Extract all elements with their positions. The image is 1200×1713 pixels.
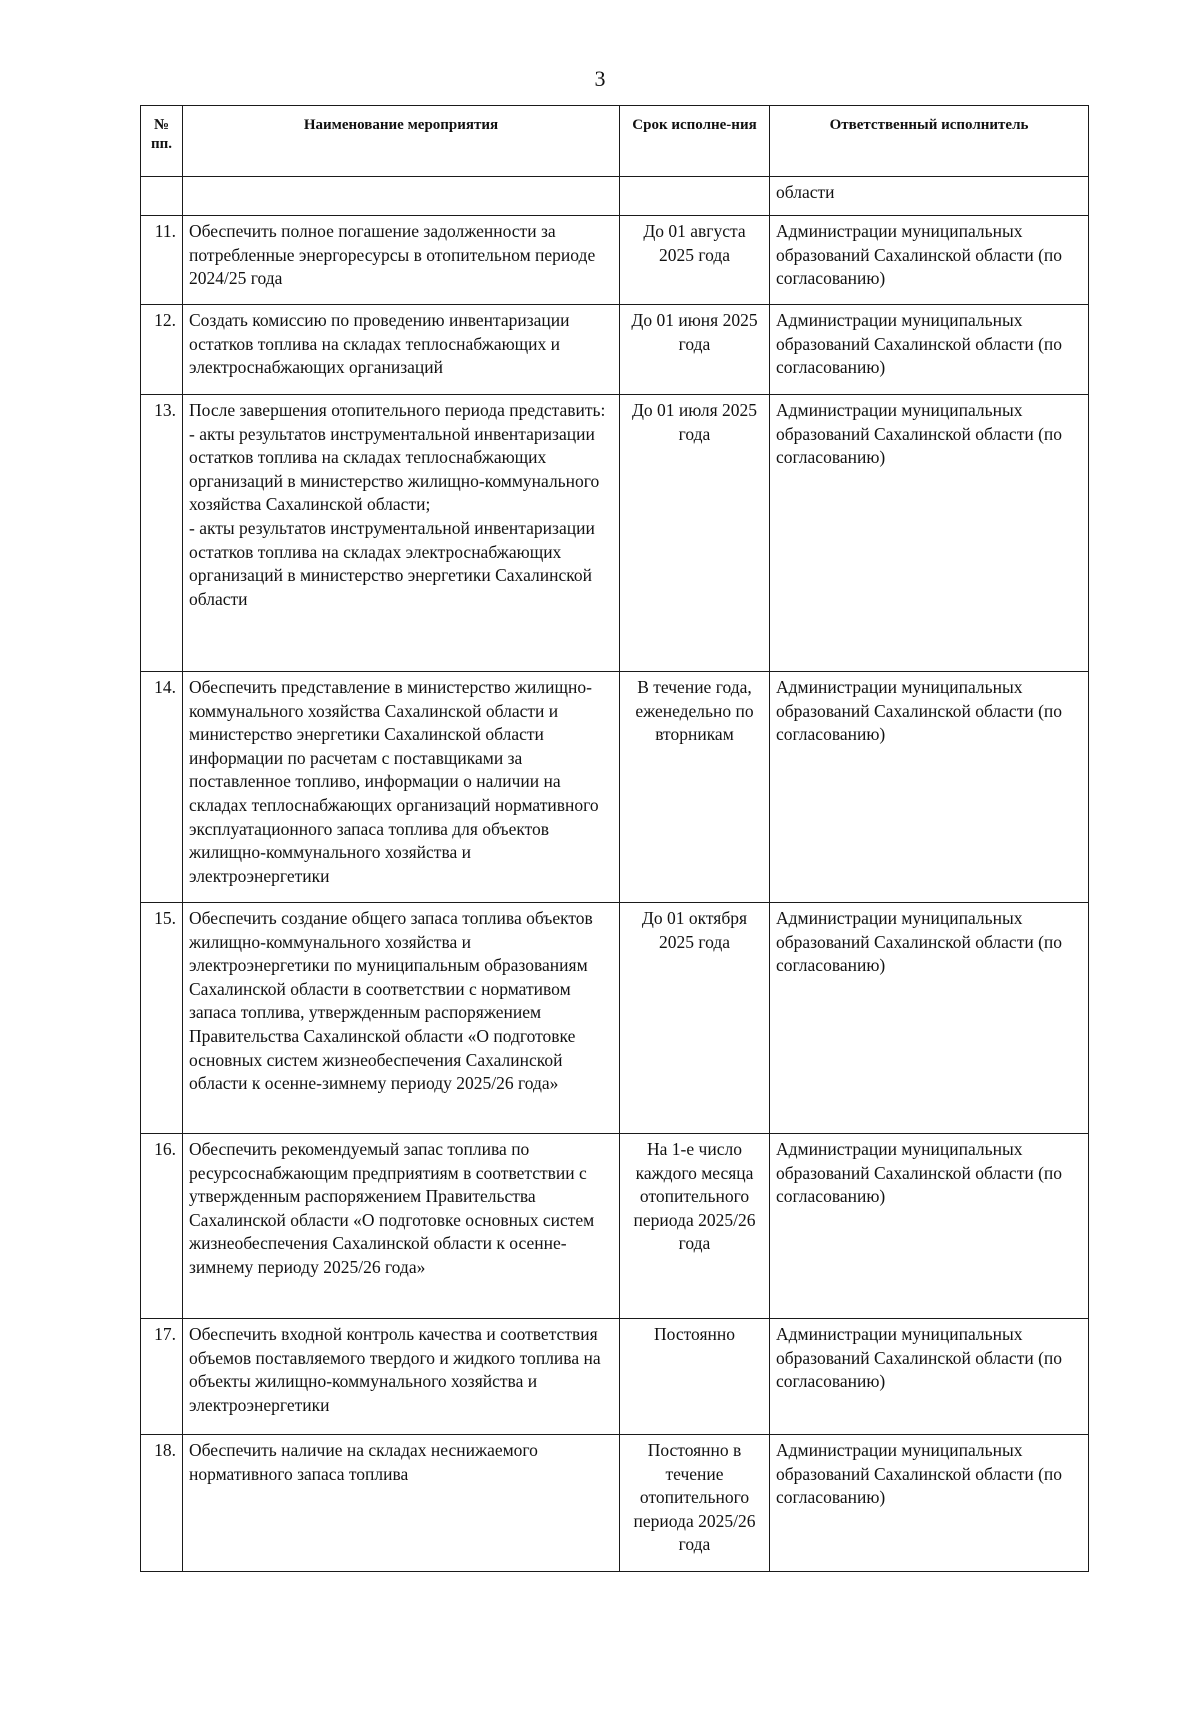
cell-num — [141, 177, 183, 216]
cell-deadline: Постоянно — [620, 1319, 770, 1435]
page-number: 3 — [594, 66, 606, 91]
cell-deadline: До 01 июля 2025 года — [620, 395, 770, 672]
measures-table — [140, 105, 1089, 1572]
table-row — [141, 1134, 1089, 1319]
table-row — [141, 216, 1089, 305]
cell-num: 13. — [141, 395, 183, 672]
cell-name: Обеспечить представление в министерство жилищно-коммунального хозяйства Сахалинской области и министерство энергетики Сахалинской области информации по расчетам с поставщиками за поставленное топливо, информации о наличии на складах теплоснабжающих организаций нормативного эксплуатационного запаса топлива для объектов жилищно-коммунального хозяйства и электроэнергетики — [183, 672, 620, 903]
cell-deadline: На 1-е число каждого месяца отопительного периода 2025/26 года — [620, 1134, 770, 1319]
header-num: № пп. — [141, 106, 183, 177]
cell-num: 15. — [141, 903, 183, 1134]
cell-responsible: Администрации муниципальных образований Сахалинской области (по согласованию) — [770, 305, 1089, 395]
table-row-continuation — [141, 177, 1089, 216]
cell-num: 12. — [141, 305, 183, 395]
header-responsible: Ответственный исполнитель — [770, 106, 1089, 177]
cell-deadline: До 01 августа 2025 года — [620, 216, 770, 305]
cell-responsible: области — [770, 177, 1089, 216]
cell-responsible: Администрации муниципальных образований Сахалинской области (по согласованию) — [770, 1319, 1089, 1435]
table-row — [141, 305, 1089, 395]
header-deadline: Срок исполне-ния — [620, 106, 770, 177]
cell-responsible: Администрации муниципальных образований Сахалинской области (по согласованию) — [770, 1435, 1089, 1572]
cell-num: 16. — [141, 1134, 183, 1319]
cell-name: Обеспечить полное погашение задолженности за потребленные энергоресурсы в отопительном периоде 2024/25 года — [183, 216, 620, 305]
cell-responsible: Администрации муниципальных образований Сахалинской области (по согласованию) — [770, 672, 1089, 903]
cell-name: После завершения отопительного периода представить: - акты результатов инструментальной инвентаризации остатков топлива на складах теплоснабжающих организаций в министерство жилищно-коммунального хозяйства Сахалинской области; - акты результатов инструментальной инвентаризации остатков топлива на складах электроснабжающих организаций в министерство энергетики Сахалинской области — [183, 395, 620, 672]
cell-responsible: Администрации муниципальных образований Сахалинской области (по согласованию) — [770, 903, 1089, 1134]
cell-num: 14. — [141, 672, 183, 903]
header-name: Наименование мероприятия — [183, 106, 620, 177]
table-row — [141, 395, 1089, 672]
cell-name — [183, 177, 620, 216]
table-row — [141, 1319, 1089, 1435]
cell-name: Обеспечить создание общего запаса топлива объектов жилищно-коммунального хозяйства и электроэнергетики по муниципальным образованиям Сахалинской области в соответствии с нормативом запаса топлива, утвержденным распоряжением Правительства Сахалинской области «О подготовке основных систем жизнеобеспечения Сахалинской области к осенне-зимнему периоду 2025/26 года» — [183, 903, 620, 1134]
cell-deadline — [620, 177, 770, 216]
cell-responsible: Администрации муниципальных образований Сахалинской области (по согласованию) — [770, 1134, 1089, 1319]
cell-name: Обеспечить рекомендуемый запас топлива по ресурсоснабжающим предприятиям в соответствии с утвержденным распоряжением Правительства Сахалинской области «О подготовке основных систем жизнеобеспечения Сахалинской области к осенне-зимнему периоду 2025/26 года» — [183, 1134, 620, 1319]
cell-name: Обеспечить наличие на складах неснижаемого нормативного запаса топлива — [183, 1435, 620, 1572]
cell-name: Создать комиссию по проведению инвентаризации остатков топлива на складах теплоснабжающих и электроснабжающих организаций — [183, 305, 620, 395]
cell-deadline: До 01 июня 2025 года — [620, 305, 770, 395]
table-row — [141, 672, 1089, 903]
cell-deadline: До 01 октября 2025 года — [620, 903, 770, 1134]
table-row — [141, 903, 1089, 1134]
table-header-row — [141, 106, 1089, 177]
cell-num: 17. — [141, 1319, 183, 1435]
cell-responsible: Администрации муниципальных образований Сахалинской области (по согласованию) — [770, 216, 1089, 305]
cell-responsible: Администрации муниципальных образований Сахалинской области (по согласованию) — [770, 395, 1089, 672]
cell-num: 18. — [141, 1435, 183, 1572]
cell-num: 11. — [141, 216, 183, 305]
table-row — [141, 1435, 1089, 1572]
cell-name: Обеспечить входной контроль качества и соответствия объемов поставляемого твердого и жидкого топлива на объекты жилищно-коммунального хозяйства и электроэнергетики — [183, 1319, 620, 1435]
cell-deadline: В течение года, еженедельно по вторникам — [620, 672, 770, 903]
cell-deadline: Постоянно в течение отопительного периода 2025/26 года — [620, 1435, 770, 1572]
